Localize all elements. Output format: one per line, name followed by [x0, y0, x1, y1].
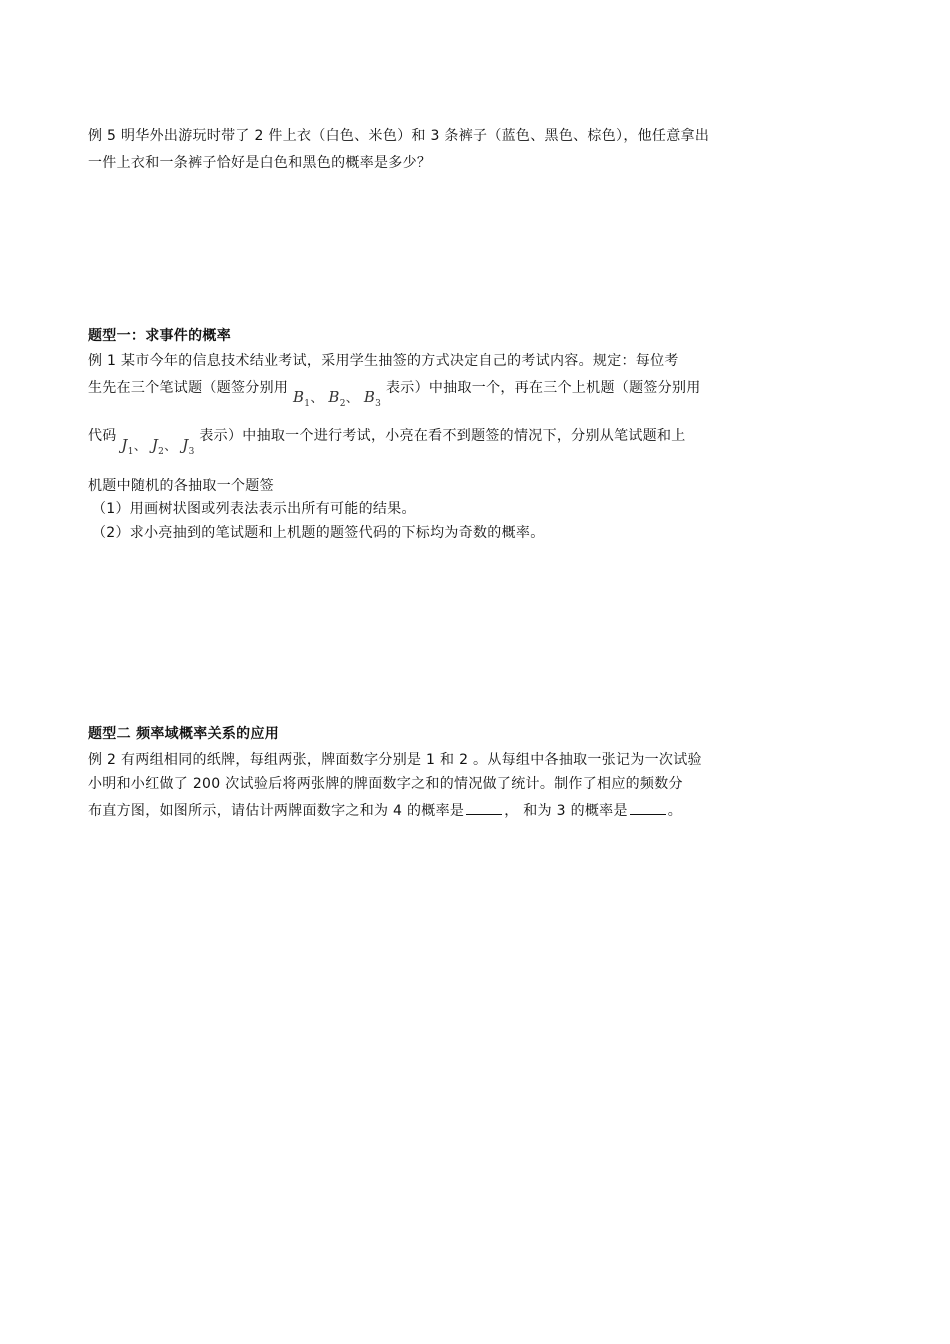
example1-question2: （2）求小亮抽到的笔试题和上机题的题签代码的下标均为奇数的概率。 [92, 525, 545, 541]
example1-line3: 代码 $J_1$、 $J_2$、 $J_3$ 表示）中抽取一个进行考试，小亮在看不到题签的情况下，分别从笔试题和上 [88, 425, 868, 452]
example1-line2: 生先在三个笔试题（题签分别用 $B_1$、 $B_2$、 $B_3$ 表示）中抽取一个，再在三个上机题（题签分别用 [88, 377, 868, 404]
example1-line3-post: 表示）中抽取一个进行考试，小亮在看不到题签的情况下，分别从笔试题和上 [199, 428, 686, 444]
example2-line3-end: 。 [667, 803, 683, 819]
section1-heading: 题型一：求事件的概率 [88, 328, 231, 344]
math-j2: $J_2$ [151, 436, 165, 457]
math-b1: $B_1$ [292, 388, 311, 409]
section2-heading: 题型二 频率域概率关系的应用 [88, 726, 280, 742]
math-b2: $B_2$ [328, 388, 346, 409]
example1-question1: （1）用画树状图或列表法表示出所有可能的结果。 [92, 501, 416, 517]
example5-line2: 一件上衣和一条裤子恰好是白色和黑色的概率是多少？ [88, 155, 432, 171]
example2-line3-pre: 布直方图，如图所示，请估计两牌面数字之和为 4 的概率是 [88, 803, 465, 819]
example1-line1: 例 1 某市今年的信息技术结业考试，采用学生抽签的方式决定自己的考试内容。规定：每位考 [88, 353, 679, 369]
example2-line1: 例 2 有两组相同的纸牌，每组两张，牌面数字分别是 1 和 2 。从每组中各抽取一张记为一次试验 [88, 752, 702, 768]
example1-line4: 机题中随机的各抽取一个题签 [88, 478, 274, 494]
example2-line2: 小明和小红做了 200 次试验后将两张牌的牌面数字之和的情况做了统计。制作了相应的频数分 [88, 776, 683, 792]
example1-line2-post: 表示）中抽取一个，再在三个上机题（题签分别用 [385, 380, 701, 396]
answer-blank-sum4[interactable] [466, 800, 502, 815]
math-j1: $J_1$ [121, 436, 134, 457]
example1-line3-pre: 代码 [88, 428, 117, 444]
answer-blank-sum3[interactable] [630, 800, 666, 815]
example2-line3-mid: ， 和为 3 的概率是 [504, 803, 628, 819]
example1-line2-pre: 生先在三个笔试题（题签分别用 [88, 380, 289, 396]
math-j3: $J_3$ [182, 436, 195, 457]
math-b3: $B_3$ [363, 388, 382, 409]
example5-line1: 例 5 明华外出游玩时带了 2 件上衣（白色、米色）和 3 条裤子（蓝色、黑色、棕色），他任意拿出 [88, 128, 710, 144]
example2-line3 [88, 800, 868, 821]
